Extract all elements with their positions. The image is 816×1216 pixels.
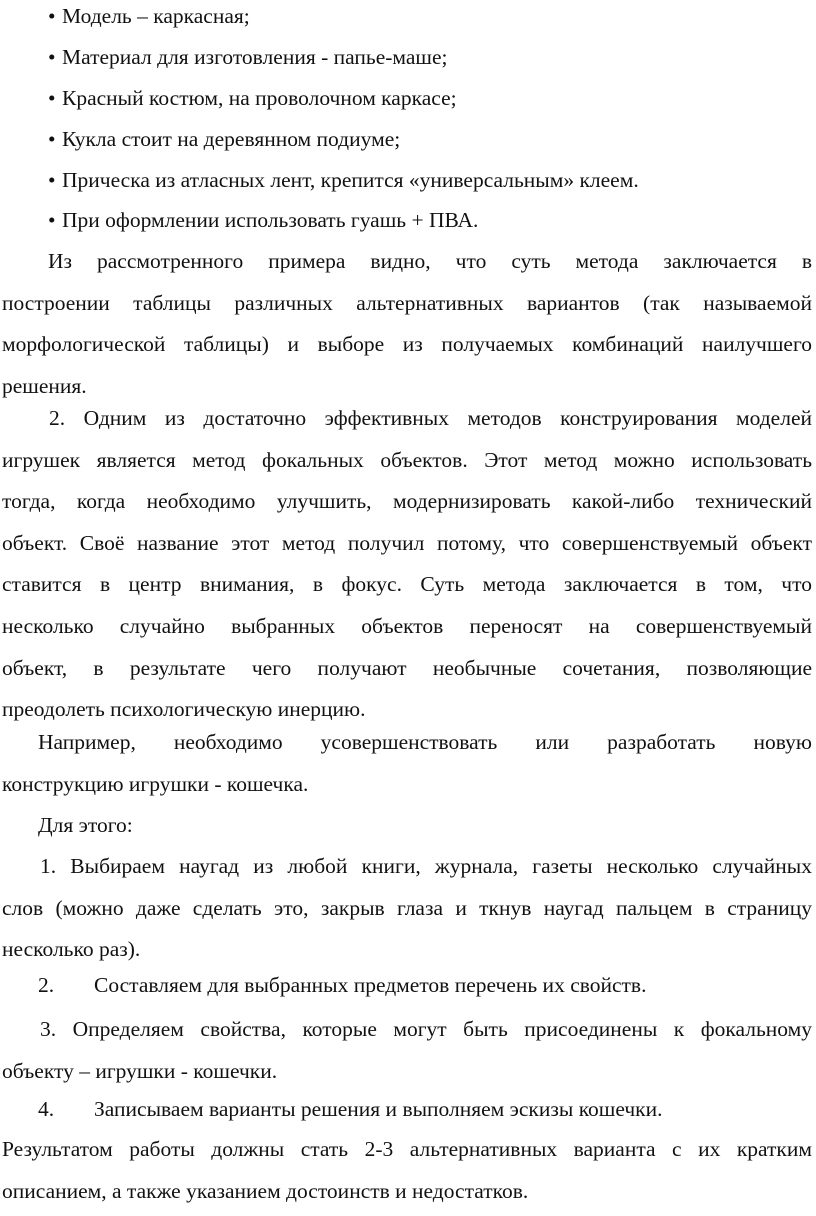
step-text: Составляем для выбранных предметов перечень их свойств. bbox=[94, 973, 647, 997]
step-text: Определяем свойства, которые могут быть присоединены к фокальному bbox=[72, 1017, 812, 1041]
bullet-dot: • bbox=[48, 208, 56, 232]
step-line: несколько раз). bbox=[2, 937, 141, 962]
paragraph-line: ставится в центр внимания, в фокус. Суть метода заключается в том, что bbox=[2, 572, 812, 597]
step-item-1 bbox=[2, 846, 812, 971]
paragraph-line: описанием, а также указанием достоинств и недостатков. bbox=[2, 1178, 529, 1203]
paragraph-line: морфологической таблицы) и выборе из получаемых комбинаций наилучшего bbox=[2, 332, 812, 357]
paragraph-line: несколько случайно выбранных объектов переносят на совершенствуемый bbox=[2, 613, 812, 638]
step-item-2-text bbox=[94, 971, 646, 999]
bullet-text: Модель – каркасная; bbox=[62, 4, 250, 28]
paragraph-line: Например, необходимо усовершенствовать или разработать новую bbox=[38, 730, 812, 754]
step-item-4 bbox=[38, 1095, 54, 1123]
bullet-item-model bbox=[48, 2, 250, 30]
paragraph-morphological bbox=[2, 241, 812, 407]
paragraph-line: объект, в результате чего получают необычные сочетания, позволяющие bbox=[2, 655, 812, 680]
bullet-dot: • bbox=[48, 4, 56, 28]
bullet-item-material bbox=[48, 43, 447, 71]
paragraph-example bbox=[2, 722, 812, 805]
bullet-dot: • bbox=[48, 45, 56, 69]
step-number: 3. bbox=[40, 1017, 57, 1041]
bullet-item-hair bbox=[48, 166, 639, 194]
step-text: Записываем варианты решения и выполняем эскизы кошечки. bbox=[94, 1097, 663, 1121]
bullet-item-podium bbox=[48, 125, 400, 153]
bullet-item-costume bbox=[48, 84, 457, 112]
paragraph-line: решения. bbox=[2, 373, 87, 398]
step-item-3 bbox=[2, 1009, 812, 1092]
paragraph-result bbox=[2, 1129, 812, 1212]
bullet-text: Кукла стоит на деревянном подиуме; bbox=[62, 127, 401, 151]
step-number: 2. bbox=[38, 973, 55, 997]
bullet-text: Красный костюм, на проволочном каркасе; bbox=[62, 86, 457, 110]
bullet-dot: • bbox=[48, 127, 56, 151]
paragraph-line: игрушек является метод фокальных объектов. Этот метод можно использовать bbox=[2, 447, 812, 472]
paragraph-for-this bbox=[2, 805, 812, 847]
paragraph-line: построении таблицы различных альтернативных вариантов (так называемой bbox=[2, 290, 812, 315]
step-line: объекту – игрушки - кошечки. bbox=[2, 1058, 278, 1083]
paragraph-line: конструкцию игрушки - кошечка. bbox=[2, 771, 309, 796]
bullet-dot: • bbox=[48, 86, 56, 110]
step-item-2 bbox=[38, 971, 54, 999]
paragraph-line: Для этого: bbox=[38, 813, 133, 837]
step-number: 4. bbox=[38, 1097, 55, 1121]
step-line: слов (можно даже сделать это, закрыв глаза и ткнув наугад пальцем в страницу bbox=[2, 895, 812, 920]
paragraph-line: преодолеть психологическую инерцию. bbox=[2, 697, 366, 722]
paragraph-focal-method bbox=[2, 398, 812, 731]
step-text: Выбираем наугад из любой книги, журнала, газеты несколько случайных bbox=[70, 854, 812, 878]
step-number: 1. bbox=[40, 854, 57, 878]
paragraph-line: Результатом работы должны стать 2-3 альтернативных варианта с их кратким bbox=[2, 1137, 812, 1161]
paragraph-line: тогда, когда необходимо улучшить, модернизировать какой-либо технический bbox=[2, 489, 812, 514]
step-item-4-text bbox=[94, 1095, 663, 1123]
bullet-text: Прическа из атласных лент, крепится «универсальным» клеем. bbox=[62, 168, 639, 192]
step-first-line bbox=[2, 1009, 812, 1051]
paragraph-line: 2. Одним из достаточно эффективных методов конструирования моделей bbox=[49, 406, 812, 430]
paragraph-line: Из рассмотренного примера видно, что суть метода заключается в bbox=[48, 249, 812, 273]
bullet-text: Материал для изготовления - папье-маше; bbox=[62, 45, 448, 69]
step-first-line bbox=[2, 846, 812, 888]
bullet-text: При оформлении использовать гуашь + ПВА. bbox=[62, 208, 479, 232]
paragraph-line: объект. Своё название этот метод получил потому, что совершенствуемый объект bbox=[2, 530, 812, 555]
bullet-item-paint bbox=[48, 206, 478, 234]
bullet-dot: • bbox=[48, 168, 56, 192]
